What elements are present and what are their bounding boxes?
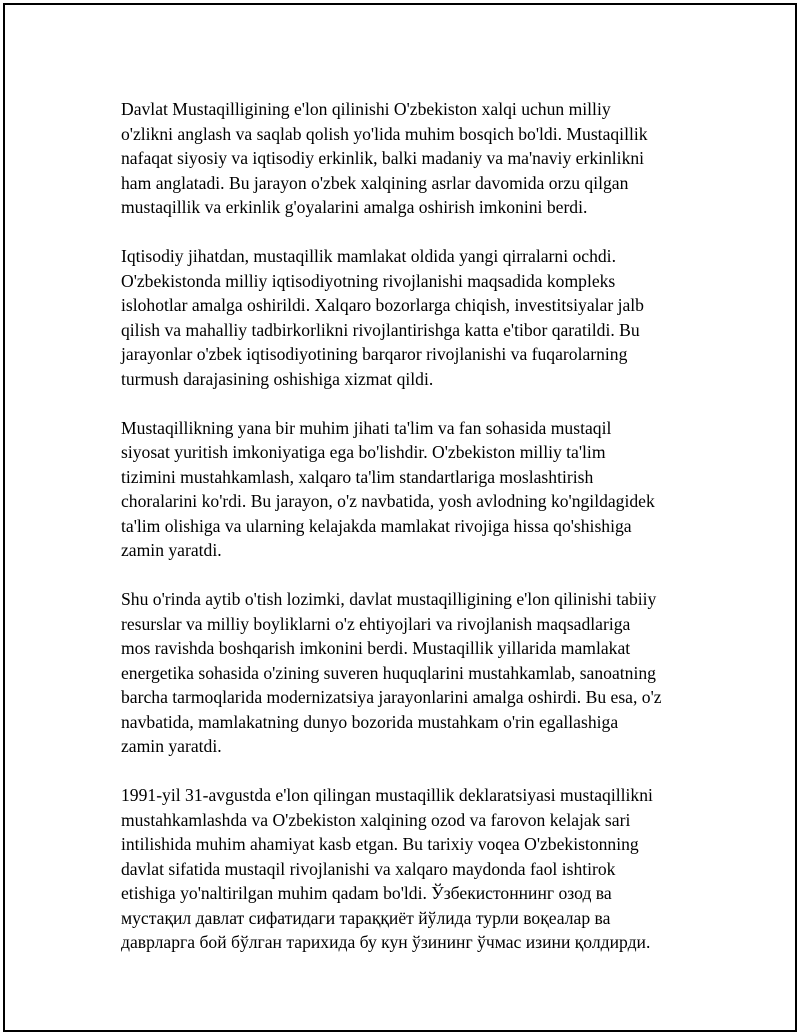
paragraph-natural-resources: Shu o'rinda aytib o'tish lozimki, davlat mustaqilligining e'lon qilinishi tabiiy resurslar va milliy boyliklarni o'z ehtiyojlari va rivojlanish maqsadlariga mos ravishda boshqarish imkonini berdi. Mustaqillik yillarida mamlakat energetika sohasida o'zining suveren huquqlarini mustahkamlab, sanoatning barcha tarmoqlarida modernizatsiya jarayonlarini amalga oshirdi. Bu esa, o'z navbatida, mamlakatning dunyo bozorida mustahkam o'rin egallashiga zamin yaratdi. xyxy=(121,589,662,756)
paragraph-independence-significance: Davlat Mustaqilligining e'lon qilinishi O'zbekiston xalqi uchun milliy o'zlikni anglash va saqlab qolish yo'lida muhim bosqich bo'ldi. Mustaqillik nafaqat siyosiy va iqtisodiy erkinlik, balki madaniy va ma'naviy erkinlikni ham anglatadi. Bu jarayon o'zbek xalqining asrlar davomida orzu qilgan mustaqillik va erkinlik g'oyalarini amalga oshirish imkonini berdi. xyxy=(121,99,648,217)
paragraph-economic-aspect: Iqtisodiy jihatdan, mustaqillik mamlakat oldida yangi qirralarni ochdi. O'zbekistonda milliy iqtisodiyotning rivojlanishi maqsadida kompleks islohotlar amalga oshirildi. Xalqaro bozorlarga chiqish, investitsiyalar jalb qilish va mahalliy tadbirkorlikni rivojlantirishga katta e'tibor qaratildi. Bu jarayonlar o'zbek iqtisodiyotining barqaror rivojlanishi va fuqarolarning turmush darajasining oshishiga xizmat qildi. xyxy=(121,246,644,389)
page-border xyxy=(3,3,797,1032)
paragraph-education-science: Mustaqillikning yana bir muhim jihati ta'lim va fan sohasida mustaqil siyosat yuritish imkoniyatiga ega bo'lishdir. O'zbekiston milliy ta'lim tizimini mustahkamlash, xalqaro ta'lim standartlariga moslashtirish choralarini ko'rdi. Bu jarayon, o'z navbatida, yosh avlodning ko'ngildagidek ta'lim olishiga va ularning kelajakda mamlakat rivojiga hissa qo'shishiga zamin yaratdi. xyxy=(121,417,655,560)
document-body xyxy=(121,97,711,955)
paragraph-declaration-1991: 1991-yil 31-avgustda e'lon qilingan mustaqillik deklaratsiyasi mustaqillikni mustahkamlashda va O'zbekiston xalqining ozod va farovon kelajak sari intilishida muhim ahamiyat kasb etgan. Bu tarixiy voqea O'zbekistonning davlat sifatida mustaqil rivojlanishi va xalqaro maydonda faol ishtirok etishiga yo'naltirilgan muhim qadam bo'ldi. Ўзбекистоннинг озод ва мустақил давлат сифатидаги тараққиёт йўлида турли воқеалар ва даврларга бой бўлган тарихида бу кун ўзининг ўчмас изини қолдирди. xyxy=(121,785,653,952)
